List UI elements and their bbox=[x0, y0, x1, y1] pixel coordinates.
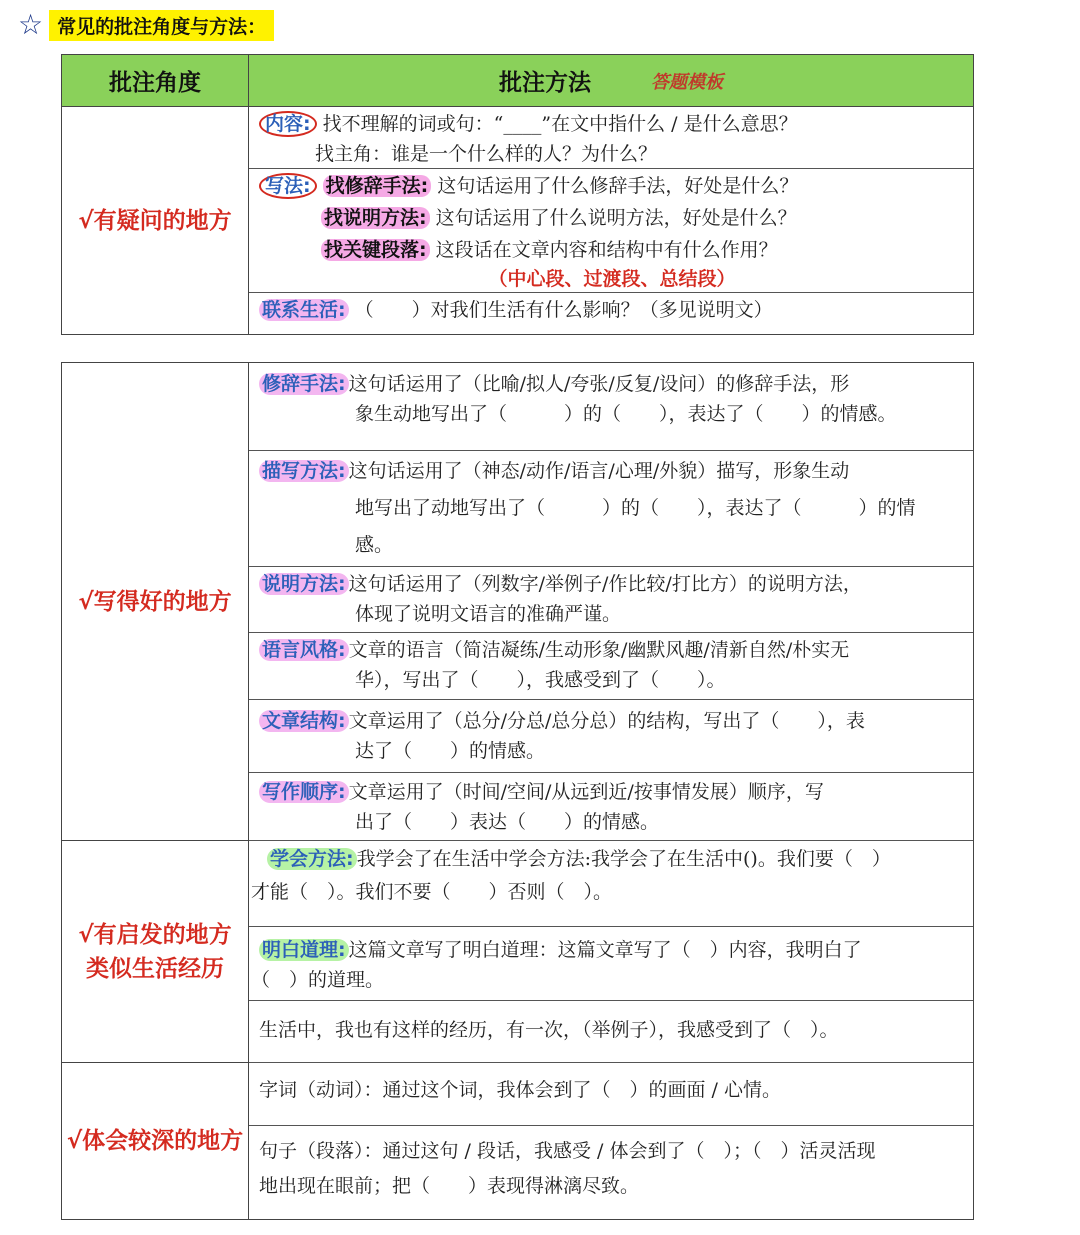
angle-label: √有疑问的地方 bbox=[78, 207, 232, 234]
row-sentences bbox=[249, 1126, 973, 1219]
row-learn-method bbox=[249, 841, 973, 927]
angle-cell-good bbox=[62, 363, 249, 841]
writing-text-2: 这句话运用了什么说明方法，好处是什么？ bbox=[435, 207, 797, 229]
header-angle-text: 批注角度 bbox=[109, 70, 201, 96]
writing-key-3: 找关键段落: bbox=[321, 239, 430, 261]
writing-key-2: 找说明方法: bbox=[321, 207, 430, 229]
order-text-1: 文章运用了（时间/空间/从远到近/按事情发展）顺序，写 bbox=[348, 781, 824, 803]
row-order bbox=[249, 773, 973, 841]
sentences-text-1: 句子（段落）：通过这句 / 段话，我感受 / 体会到了（ ）；（ ）活灵活现 bbox=[259, 1140, 876, 1162]
description-label: 描写方法: bbox=[259, 460, 349, 482]
life-experience-text: 生活中，我也有这样的经历，有一次，（举例子），我感受到了（ ）。 bbox=[259, 1019, 839, 1041]
writing-text-3: 这段话在文章内容和结构中有什么作用？ bbox=[435, 239, 778, 261]
structure-label: 文章结构: bbox=[259, 710, 349, 732]
words-text: 字词（动词）：通过这个词，我体会到了（ ）的画面 / 心情。 bbox=[259, 1079, 781, 1101]
row-language-style bbox=[249, 633, 973, 700]
row-life bbox=[249, 293, 973, 334]
writing-item-3 bbox=[259, 234, 965, 266]
sentences-text-2: 地出现在眼前；把（ ）表现得淋漓尽致。 bbox=[259, 1175, 640, 1197]
description-text-3: 感。 bbox=[355, 534, 394, 556]
star-icon: ☆ bbox=[18, 8, 44, 41]
learn-method-text-2: 才能（ ）。我们不要（ ）否则（ ）。 bbox=[251, 881, 613, 903]
content-text-2: 找主角：谁是一个什么样的人？为什么？ bbox=[315, 143, 658, 165]
explanation-text-1: 这句话运用了（列数字/举例子/作比较/打比方）的说明方法， bbox=[348, 573, 862, 595]
explanation-text-2: 体现了说明文语言的准确严谨。 bbox=[355, 603, 622, 625]
row-life-experience bbox=[249, 1001, 973, 1063]
order-label: 写作顺序: bbox=[259, 781, 349, 803]
description-text-1: 这句话运用了（神态/动作/语言/心理/外貌）描写，形象生动 bbox=[348, 460, 850, 482]
row-structure bbox=[249, 700, 973, 773]
life-label: 联系生活: bbox=[259, 299, 349, 321]
answer-template-stamp: 答题模板 bbox=[651, 71, 723, 93]
angle-cell-inspire bbox=[62, 841, 249, 1063]
content-text-1: 找不理解的词或句：“____”在文中指什么 / 是什么意思？ bbox=[322, 113, 798, 135]
rhetoric-text-1: 这句话运用了（比喻/拟人/夸张/反复/设问）的修辞手法，形 bbox=[348, 373, 850, 395]
understand-truth-text-2: （ ）的道理。 bbox=[251, 969, 385, 991]
paragraph-type-note: （中心段、过渡段、总结段） bbox=[488, 268, 736, 290]
section-title-text: 常见的批注角度与方法： bbox=[49, 10, 274, 41]
table-appreciation bbox=[61, 362, 974, 1220]
structure-text-1: 文章运用了（总分/分总/总分总）的结构，写出了（ ），表 bbox=[348, 710, 865, 732]
angle-label-good: √写得好的地方 bbox=[78, 588, 232, 615]
language-style-label: 语言风格: bbox=[259, 639, 349, 661]
row-understand-truth bbox=[249, 927, 973, 1001]
life-text: （ ）对我们生活有什么影响？（多见说明文） bbox=[354, 299, 773, 321]
language-style-text-1: 文章的语言（简洁凝练/生动形象/幽默风趣/清新自然/朴实无 bbox=[348, 639, 850, 661]
angle-cell-questions bbox=[62, 107, 249, 334]
row-writing bbox=[249, 169, 973, 293]
angle-label-life-experience: 类似生活经历 bbox=[86, 955, 224, 982]
learn-method-label: 学会方法: bbox=[267, 848, 357, 870]
language-style-text-2: 华），写出了（ ），我感受到了（ ）。 bbox=[355, 669, 726, 691]
row-explanation bbox=[249, 567, 973, 633]
header-angle bbox=[62, 55, 249, 107]
header-method-text: 批注方法 bbox=[499, 70, 591, 96]
understand-truth-label: 明白道理: bbox=[259, 939, 349, 961]
section-title bbox=[18, 8, 274, 42]
order-text-2: 出了（ ）表达（ ）的情感。 bbox=[355, 811, 660, 833]
row-rhetoric bbox=[249, 363, 973, 451]
angle-label-deep: √体会较深的地方 bbox=[66, 1128, 244, 1154]
structure-text-2: 达了（ ）的情感。 bbox=[355, 740, 546, 762]
rhetoric-label: 修辞手法: bbox=[259, 373, 349, 395]
understand-truth-text-1: 这篇文章写了明白道理：这篇文章写了（ ）内容，我明白了 bbox=[348, 939, 862, 961]
row-content bbox=[249, 107, 973, 169]
row-description bbox=[249, 451, 973, 567]
rhetoric-text-2: 象生动地写出了（ ）的（ ），表达了（ ）的情感。 bbox=[355, 403, 897, 425]
header-method bbox=[249, 55, 973, 107]
row-words bbox=[249, 1063, 973, 1126]
learn-method-text-1: 我学会了在生活中学会方法:我学会了在生活中()。我们要（ ） bbox=[356, 848, 891, 870]
angle-cell-deep bbox=[62, 1063, 249, 1219]
explanation-label: 说明方法: bbox=[259, 573, 349, 595]
writing-label: 写法: bbox=[259, 173, 317, 199]
writing-item-2 bbox=[259, 202, 965, 234]
writing-item-1 bbox=[259, 170, 965, 202]
content-label: 内容: bbox=[259, 111, 317, 137]
description-text-2: 地写出了动地写出了（ ）的（ ），表达了（ ）的情 bbox=[355, 497, 916, 519]
table-questions bbox=[61, 54, 974, 335]
writing-text-1: 这句话运用了什么修辞手法，好处是什么？ bbox=[437, 175, 799, 197]
row-content-line1 bbox=[259, 109, 965, 139]
writing-key-1: 找修辞手法: bbox=[323, 175, 432, 197]
angle-label-inspire: √有启发的地方 bbox=[78, 921, 232, 948]
